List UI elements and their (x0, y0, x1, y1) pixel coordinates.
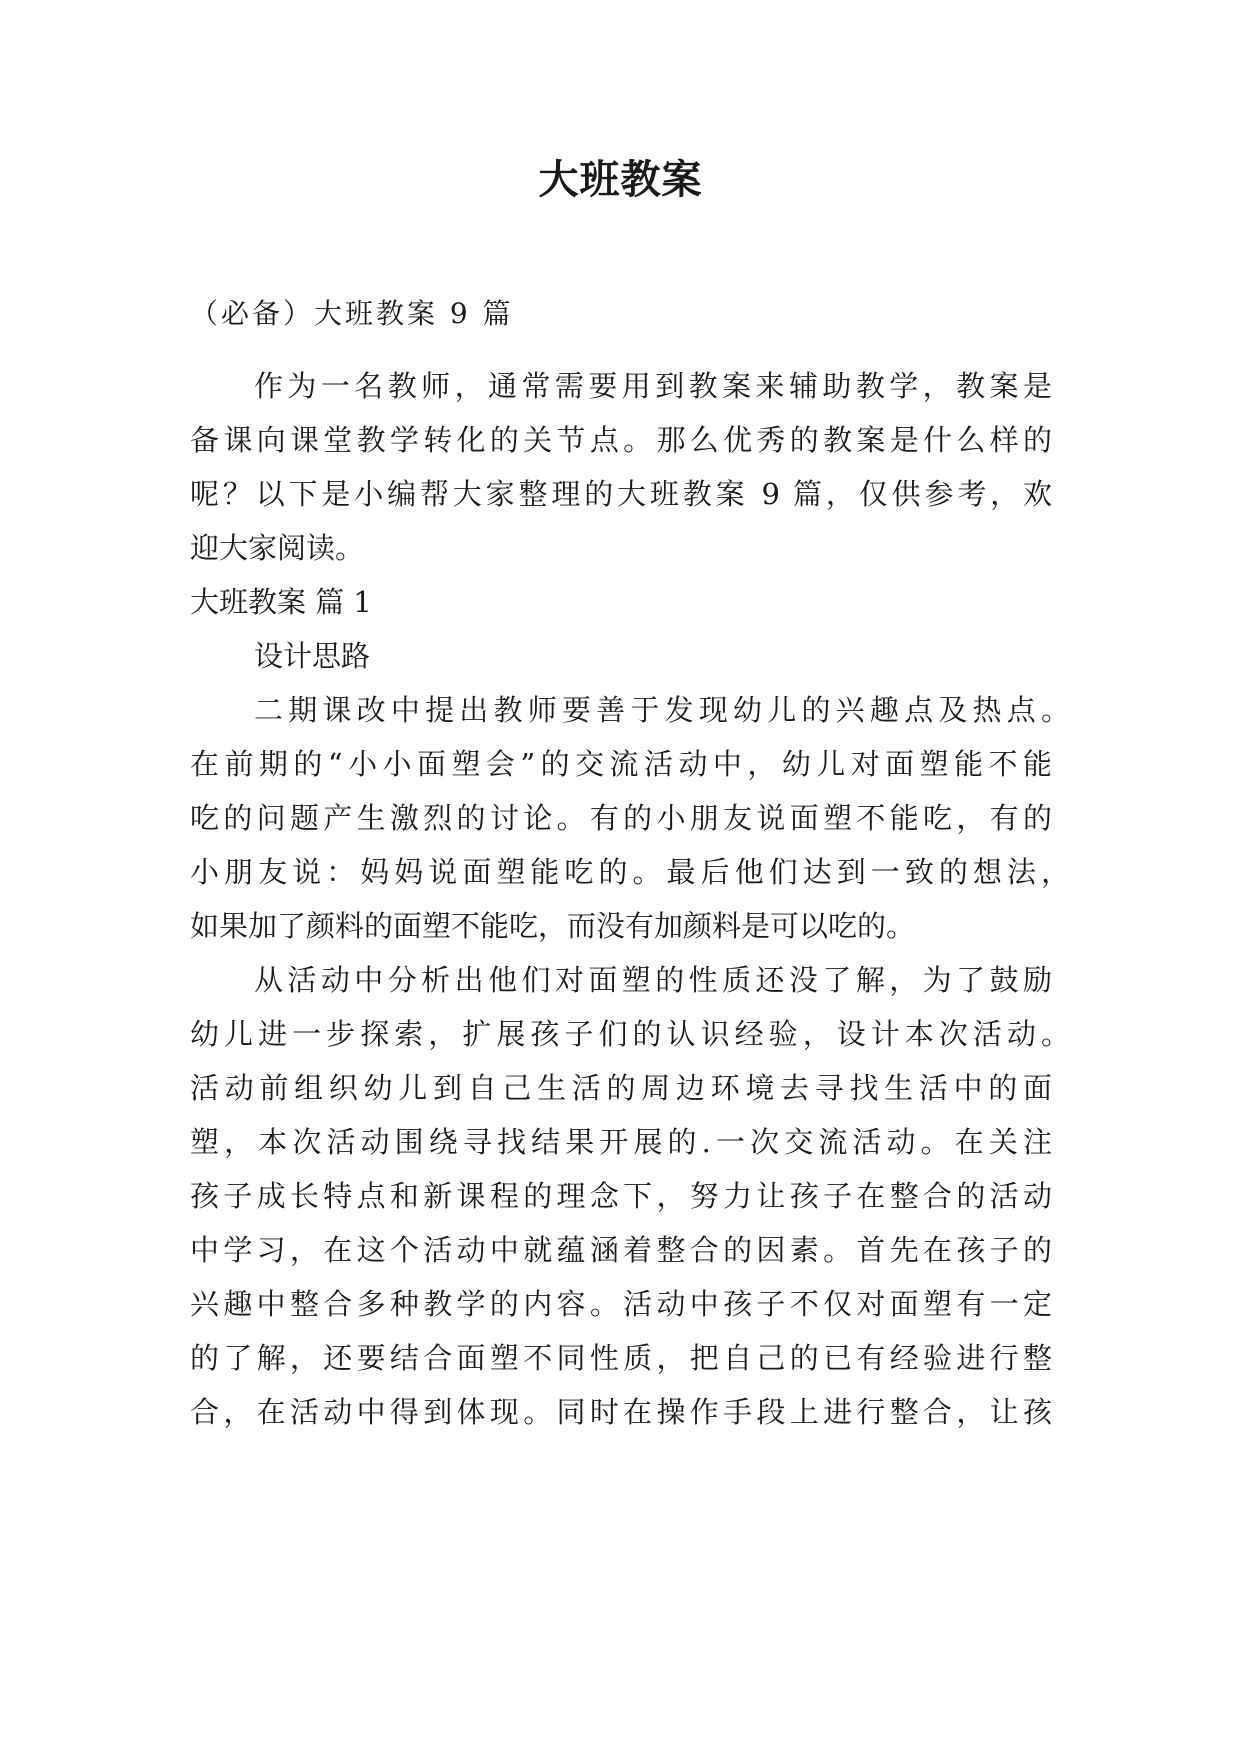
body-line: 作为一名教师，通常需要用到教案来辅助教学，教案是 (254, 369, 1052, 403)
body-line: 如果加了颜料的面塑不能吃，而没有加颜料是可以吃的。 (190, 909, 916, 943)
body-line: 孩子成长特点和新课程的理念下，努力让孩子在整合的活动 (190, 1179, 1052, 1213)
body-line: 在前期的“小小面塑会”的交流活动中，幼儿对面塑能不能 (190, 747, 1052, 781)
body-line: 从活动中分析出他们对面塑的性质还没了解，为了鼓励 (254, 963, 1052, 997)
body-line: 兴趣中整合多种教学的内容。活动中孩子不仅对面塑有一定 (190, 1287, 1052, 1321)
body-line: 幼儿进一步探索，扩展孩子们的认识经验，设计本次活动。 (190, 1017, 1070, 1051)
body-line: 合，在活动中得到体现。同时在操作手段上进行整合，让孩 (190, 1395, 1052, 1429)
body-line: 呢？以下是小编帮大家整理的大班教案 9 篇，仅供参考，欢 (190, 477, 1052, 511)
section-heading: 大班教案 篇 1 (190, 585, 372, 619)
body-line: 小朋友说：妈妈说面塑能吃的。最后他们达到一致的想法， (190, 855, 1070, 889)
document-title: 大班教案 (538, 156, 703, 203)
body-line: 中学习，在这个活动中就蕴涵着整合的因素。首先在孩子的 (190, 1233, 1052, 1267)
body-line: 塑，本次活动围绕寻找结果开展的.一次交流活动。在关注 (190, 1125, 1052, 1159)
body-line: 的了解，还要结合面塑不同性质，把自己的已有经验进行整 (190, 1341, 1052, 1375)
body-line: 活动前组织幼儿到自己生活的周边环境去寻找生活中的面 (190, 1071, 1052, 1105)
body-line: 二期课改中提出教师要善于发现幼儿的兴趣点及热点。 (254, 693, 1070, 727)
body-line: 迎大家阅读。 (190, 531, 365, 565)
body-line: 吃的问题产生激烈的讨论。有的小朋友说面塑不能吃，有的 (190, 801, 1052, 835)
document-subtitle: （必备）大班教案 9 篇 (190, 297, 514, 330)
body-line: 备课向课堂教学转化的关节点。那么优秀的教案是什么样的 (190, 423, 1052, 457)
subsection-heading: 设计思路 (254, 639, 371, 673)
